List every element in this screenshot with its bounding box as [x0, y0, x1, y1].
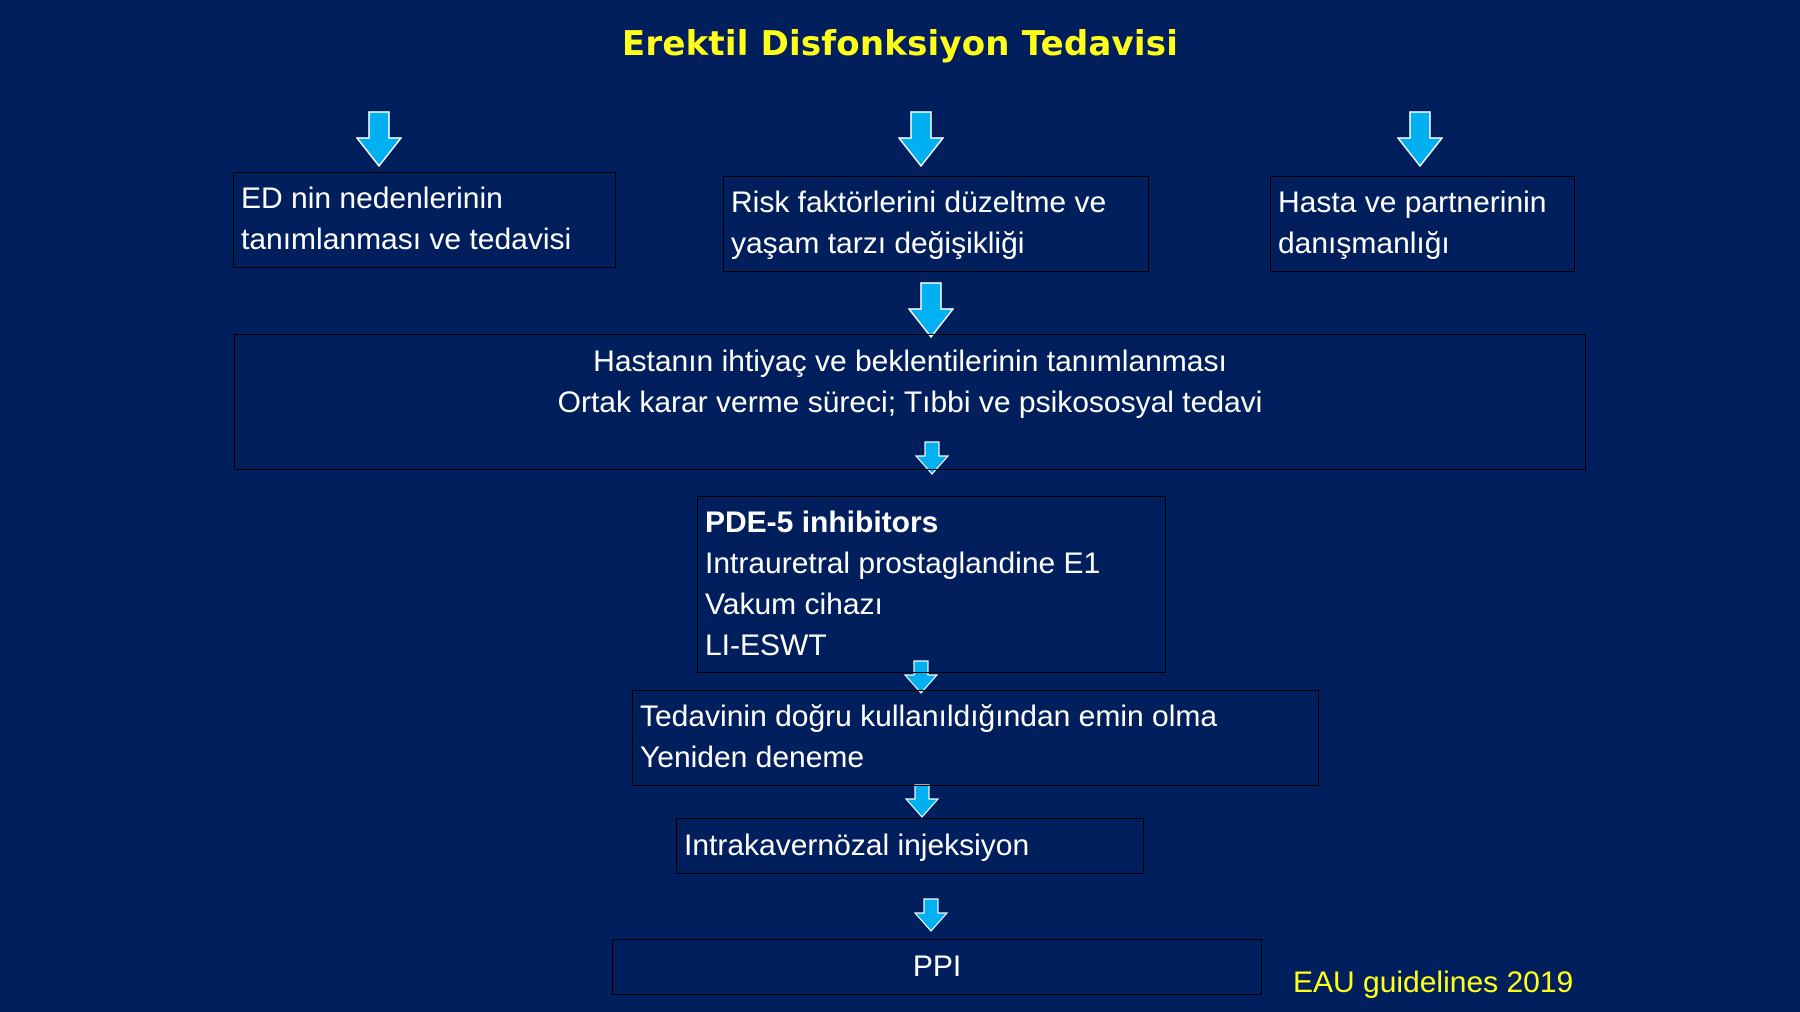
box-retry-treatment [632, 690, 1319, 786]
box-line: danışmanlığı [1278, 227, 1450, 260]
box-ed-causes [233, 172, 616, 268]
box-line: Intrakavernözal injeksiyon [684, 829, 1030, 862]
box-line: tanımlanması ve tedavisi [241, 223, 572, 256]
slide-title: Erektil Disfonksiyon Tedavisi [621, 24, 1179, 64]
box-risk-factors [723, 176, 1149, 272]
box-intracavernosal-injection [676, 818, 1144, 874]
arrow-down-icon [914, 898, 948, 932]
arrow-down-icon [908, 282, 954, 338]
box-line: ED nin nedenlerinin [241, 182, 503, 215]
box-line: PDE-5 inhibitors [705, 506, 939, 539]
box-line: PPI [912, 950, 962, 983]
box-line: yaşam tarzı değişikliği [731, 227, 1025, 260]
box-line: Ortak karar verme süreci; Tıbbi ve psikososyal tedavi [557, 386, 1263, 419]
box-line: Yeniden deneme [640, 741, 865, 774]
box-first-line-treatments [697, 496, 1166, 673]
arrow-down-icon [356, 111, 402, 167]
arrow-down-icon [1397, 111, 1443, 167]
box-counseling [1270, 176, 1575, 272]
box-line: LI-ESWT [705, 629, 827, 662]
box-line: Hastanın ihtiyaç ve beklentilerinin tanımlanması [593, 345, 1227, 378]
box-patient-needs [234, 334, 1586, 470]
box-ppi [612, 939, 1262, 995]
source-citation: EAU guidelines 2019 [1293, 966, 1574, 999]
arrow-down-icon [905, 784, 939, 818]
box-line: Risk faktörlerini düzeltme ve [731, 186, 1107, 219]
box-line: Tedavinin doğru kullanıldığından emin olma [640, 700, 1218, 733]
box-line: Vakum cihazı [705, 588, 883, 621]
box-line: Hasta ve partnerinin [1278, 186, 1547, 219]
arrow-down-icon [898, 111, 944, 167]
box-line: Intrauretral prostaglandine E1 [705, 547, 1101, 580]
